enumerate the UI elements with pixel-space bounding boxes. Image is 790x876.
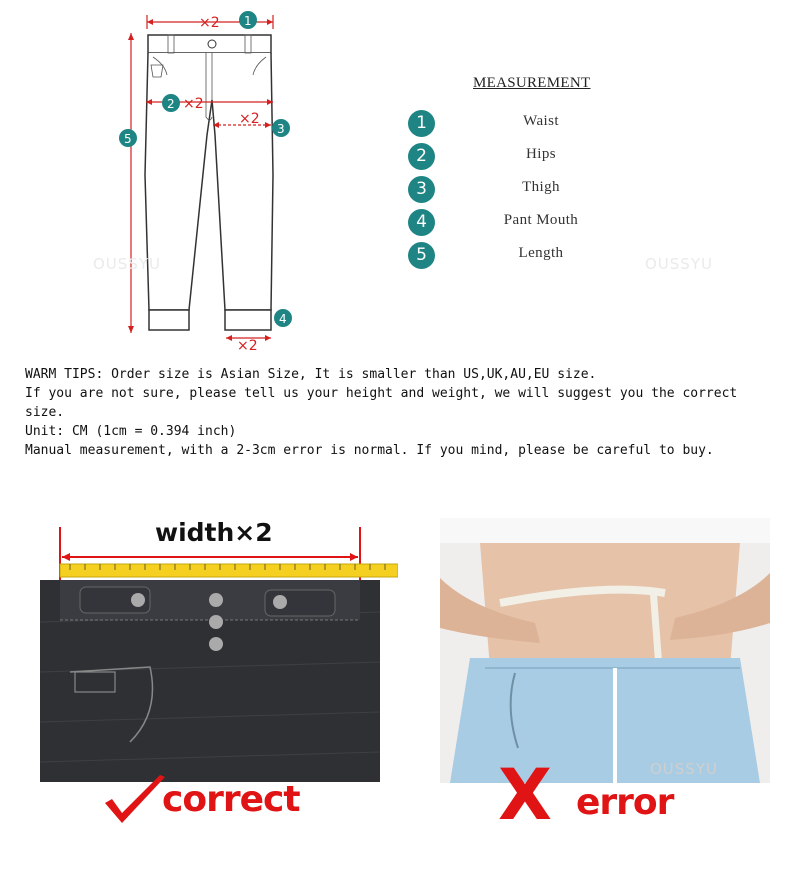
width-times2-label: width×2 xyxy=(155,518,273,547)
legend-item-hips xyxy=(408,143,608,171)
checkmark-icon xyxy=(100,775,170,835)
length-arrow xyxy=(128,33,134,333)
marker-2-text: 2 xyxy=(167,97,175,111)
jeans-button-icon xyxy=(209,637,223,651)
legend-item-waist xyxy=(408,110,608,138)
tips-line-suggest: If you are not sure, please tell us your height and weight, we will suggest you the correct size. xyxy=(25,386,746,420)
error-measurement-photo xyxy=(440,518,770,783)
thigh-times2: ×2 xyxy=(239,111,260,127)
legend-label: Thigh xyxy=(522,179,560,195)
legend-number-badge: 3 xyxy=(408,176,435,203)
legend-label: Waist xyxy=(523,113,559,129)
measurement-title: MEASUREMENT xyxy=(473,75,591,91)
pant-mouth-times2: ×2 xyxy=(237,338,258,350)
jeans-button-icon xyxy=(209,615,223,629)
legend-item-thigh xyxy=(408,176,608,204)
legend-number-badge: 4 xyxy=(408,209,435,236)
correct-label xyxy=(100,775,320,835)
marker-3-text: 3 xyxy=(277,122,285,136)
jeans-button-icon xyxy=(131,593,145,607)
watermark-right: OUSSYU xyxy=(645,255,713,273)
jeans-button-icon xyxy=(273,595,287,609)
tips-line-unit: Unit: CM (1cm = 0.394 inch) xyxy=(25,424,237,439)
legend-number-badge: 5 xyxy=(408,242,435,269)
watermark-error-photo: OUSSYU xyxy=(650,760,718,778)
legend-label: Pant Mouth xyxy=(503,212,579,228)
tips-line-size: WARM TIPS: Order size is Asian Size, It is smaller than US,UK,AU,EU size. xyxy=(25,367,597,382)
warm-tips xyxy=(25,365,770,460)
legend-number-badge: 2 xyxy=(408,143,435,170)
marker-4-text: 4 xyxy=(279,312,287,326)
x-mark-icon: X xyxy=(498,754,552,836)
tape-measure xyxy=(60,564,398,577)
legend-item-pant-mouth xyxy=(408,209,608,237)
marker-5-text: 5 xyxy=(124,132,132,146)
pants-measurement-diagram xyxy=(105,5,305,350)
legend-label: Hips xyxy=(526,146,556,162)
button-icon xyxy=(208,40,216,48)
error-text: error xyxy=(576,782,674,823)
tips-line-error: Manual measurement, with a 2-3cm error is normal. If you mind, please be careful to buy. xyxy=(25,443,714,458)
legend-item-length xyxy=(408,242,608,270)
marker-1-text: 1 xyxy=(244,14,252,28)
watermark-left: OUSSYU xyxy=(93,255,161,273)
pants-outline xyxy=(145,35,273,330)
hips-times2: ×2 xyxy=(183,96,204,112)
jeans-button-icon xyxy=(209,593,223,607)
correct-measurement-photo xyxy=(40,512,398,787)
waist-times2: ×2 xyxy=(199,15,220,31)
correct-text: correct xyxy=(162,779,300,820)
legend-number-badge: 1 xyxy=(408,110,435,137)
legend-label: Length xyxy=(518,245,564,261)
